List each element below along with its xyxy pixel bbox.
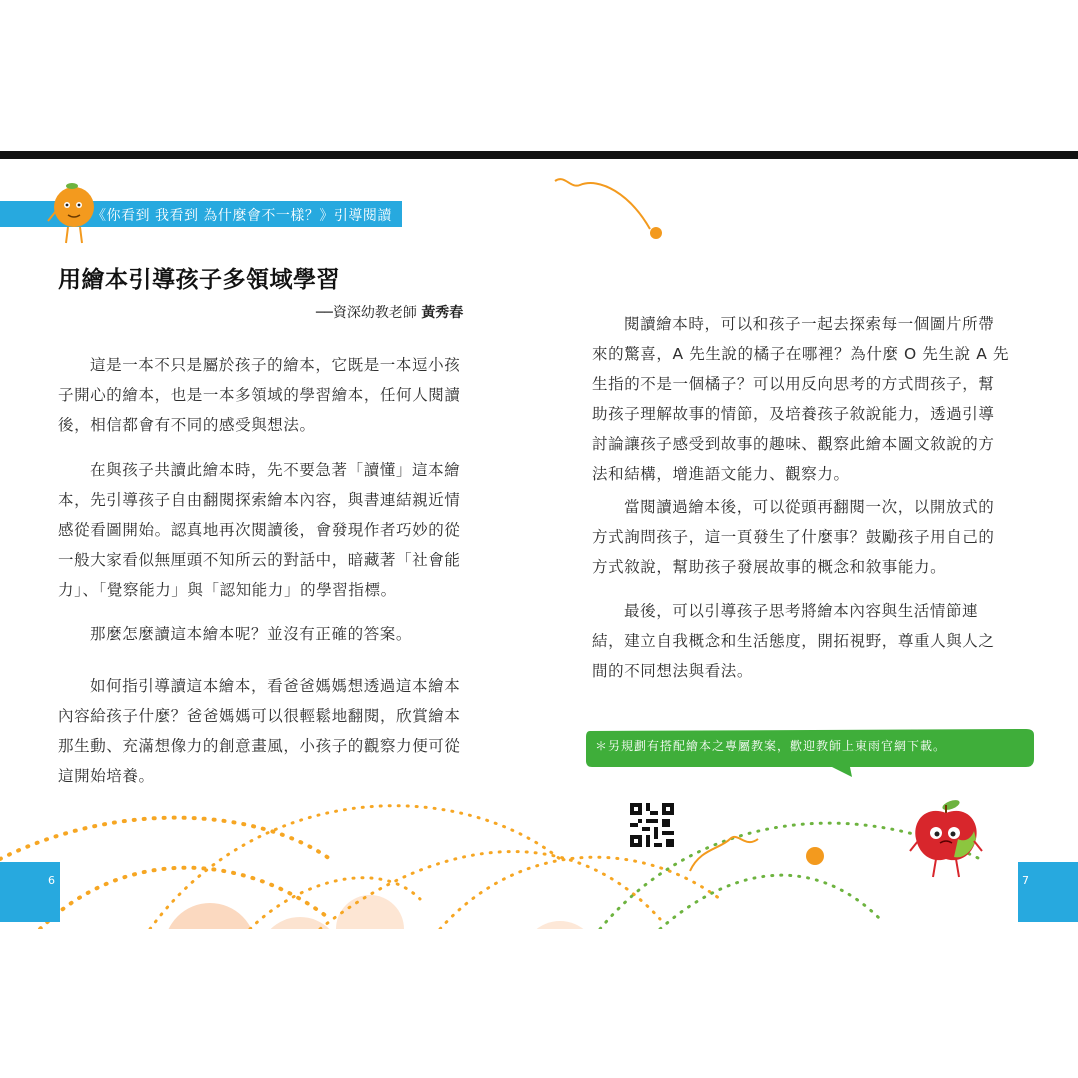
top-black-bar bbox=[0, 151, 1078, 159]
text-line: 內容給孩子什麼？爸爸媽媽可以很輕鬆地翻閱，欣賞繪本 bbox=[58, 707, 461, 725]
text-line: 來的驚喜，A 先生說的橘子在哪裡？為什麼 O 先生說 A 先 bbox=[592, 345, 1010, 363]
right-paragraph-1 bbox=[592, 309, 1032, 489]
page-title: 用繪本引導孩子多領域學習 bbox=[58, 266, 340, 293]
text-line: 法和結構，增進語文能力、觀察力。 bbox=[592, 465, 850, 483]
text-line: 感從看圖開始。認真地再次閱讀後，會發現作者巧妙的從 bbox=[58, 521, 461, 539]
book-spread bbox=[0, 159, 1078, 929]
text-line: 子開心的繪本，也是一本多領域的學習繪本，任何人閱讀 bbox=[58, 386, 461, 404]
note-text: ＊另規劃有搭配繪本之專屬教案，歡迎教師上東雨官網下載。 bbox=[595, 739, 947, 753]
left-paragraph-3 bbox=[58, 619, 498, 649]
right-paragraph-2 bbox=[592, 492, 1032, 582]
left-paragraph-4 bbox=[58, 671, 498, 791]
byline-name: 黃秀春 bbox=[421, 305, 464, 321]
text-line: 方式敘說，幫助孩子發展故事的概念和敘事能力。 bbox=[592, 558, 947, 576]
text-line: 生指的不是一個橘子？可以用反向思考的方式問孩子，幫 bbox=[592, 375, 995, 393]
left-paragraph-2 bbox=[58, 455, 498, 605]
right-paragraph-3 bbox=[592, 596, 1032, 686]
text-line: 這是一本不只是屬於孩子的繪本，它既是一本逗小孩 bbox=[90, 356, 461, 374]
chapter-header-text: 《你看到 我看到 為什麼會不一樣？》引導閱讀 bbox=[92, 208, 392, 224]
byline-role: ──資深幼教老師 bbox=[316, 305, 417, 321]
text-line: 最後，可以引導孩子思考將繪本內容與生活情節連 bbox=[624, 602, 979, 620]
text-line: 結，建立自我概念和生活態度，開拓視野，尊重人與人之 bbox=[592, 632, 995, 650]
text-line: 力」、「覺察能力」與「認知能力」的學習指標。 bbox=[58, 581, 397, 599]
text-line: 那麼怎麼讀這本繪本呢？並沒有正確的答案。 bbox=[90, 625, 413, 643]
text-line: 助孩子理解故事的情節，及培養孩子敘說能力，透過引導 bbox=[592, 405, 995, 423]
left-paragraph-1 bbox=[58, 350, 498, 440]
text-line: 當閱讀過繪本後，可以從頭再翻閱一次，以開放式的 bbox=[624, 498, 995, 516]
text-line: 方式詢問孩子，這一頁發生了什麼事？鼓勵孩子用自己的 bbox=[592, 528, 995, 546]
qr-code-icon bbox=[630, 803, 674, 847]
text-line: 一般大家看似無厘頭不知所云的對話中，暗藏著「社會能 bbox=[58, 551, 461, 569]
text-line: 討論讓孩子感受到故事的趣味、觀察此繪本圖文敘說的方 bbox=[592, 435, 995, 453]
text-line: 間的不同想法與看法。 bbox=[592, 662, 754, 680]
text-line: 後，相信都會有不同的感受與想法。 bbox=[58, 416, 316, 434]
text-line: 這開始培養。 bbox=[58, 767, 155, 785]
byline bbox=[316, 302, 463, 322]
apple-mascot-icon bbox=[906, 799, 986, 879]
text-line: 本，先引導孩子自由翻閱探索繪本內容，與書連結親近情 bbox=[58, 491, 461, 509]
page-number-left: 6 bbox=[0, 862, 60, 922]
page-number-right: 7 bbox=[1018, 862, 1078, 922]
text-line: 在與孩子共讀此繪本時，先不要急著「讀懂」這本繪 bbox=[90, 461, 461, 479]
text-line: 如何指引導讀這本繪本，看爸爸媽媽想透過這本繪本 bbox=[90, 677, 461, 695]
text-line: 那生動、充滿想像力的創意畫風，小孩子的觀察力便可從 bbox=[58, 737, 461, 755]
text-line: 閱讀繪本時，可以和孩子一起去探索每一個圖片所帶 bbox=[624, 315, 995, 333]
